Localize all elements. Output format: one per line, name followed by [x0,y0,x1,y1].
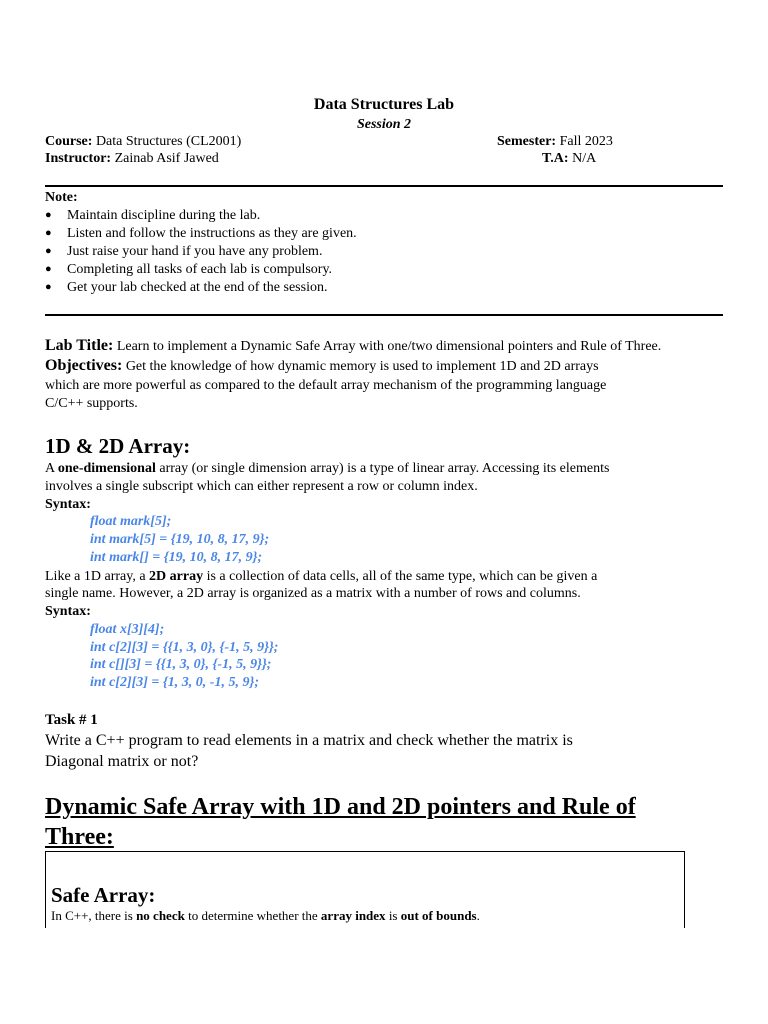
code-line: int mark[5] = {19, 10, 8, 17, 9}; [90,532,270,547]
header-divider [45,185,723,187]
objectives-line-3: C/C++ supports. [45,396,138,411]
code-line: int c[2][3] = {{1, 3, 0}, {-1, 5, 9}}; [90,640,279,655]
course-label: Course: [45,134,93,149]
safe-array-box [45,851,685,928]
array-paragraph-1: A one-dimensional array (or single dimension array) is a type of linear array. Accessing its elements [45,461,610,476]
note-item: ● Maintain discipline during the lab. [45,208,261,223]
objectives-label: Objectives: [45,357,123,374]
note-item: ● Listen and follow the instructions as they are given. [45,226,357,241]
syntax-label: Syntax: [45,497,91,512]
bullet-icon: ● [45,209,52,221]
instructor-value: Zainab Asif Jawed [114,151,219,166]
semester-line [497,133,613,150]
array-paragraph-1-line-2: involves a single subscript which can either represent a row or column index. [45,479,478,494]
ta-value: N/A [572,151,597,166]
ta-label: T.A: [542,151,569,166]
task-label: Task # 1 [45,712,98,728]
session-label: Session 2 [356,117,412,132]
array-paragraph-2-line-2: single name. However, a 2D array is organized as a matrix with a number of rows and columns. [45,586,581,601]
safe-array-text: In C++, there is no check to determine whether the array index is out of bounds. [51,908,480,923]
note-item: ● Get your lab checked at the end of the session. [45,280,328,295]
objectives-line-2: which are more powerful as compared to the default array mechanism of the programming language [45,378,607,393]
bullet-icon: ● [45,227,52,239]
ta-line [542,150,596,167]
bullet-icon: ● [45,263,52,275]
task-text-line-2: Diagonal matrix or not? [45,753,199,770]
safe-array-heading: Safe Array: [51,883,156,907]
code-line: int c[2][3] = {1, 3, 0, -1, 5, 9}; [90,675,259,690]
doc-title: Data Structures Lab [313,96,455,113]
course-line [45,133,241,150]
semester-label: Semester: [497,134,557,149]
code-line: float x[3][4]; [90,622,165,637]
code-line: float mark[5]; [90,514,172,529]
note-divider [45,314,723,316]
code-line: int mark[] = {19, 10, 8, 17, 9}; [90,550,263,565]
note-item: ● Completing all tasks of each lab is compulsory. [45,262,333,277]
note-item: ● Just raise your hand if you have any problem. [45,244,323,259]
bullet-icon: ● [45,281,52,293]
task-text-line-1: Write a C++ program to read elements in a matrix and check whether the matrix is [45,732,573,749]
objectives-line [45,357,599,376]
lab-title-line [45,337,661,356]
bullet-icon: ● [45,245,52,257]
array-heading: 1D & 2D Array: [45,434,191,458]
dynamic-heading-line-2: Three: [45,824,114,850]
course-value: Data Structures (CL2001) [95,134,242,149]
objectives-text: Get the knowledge of how dynamic memory is used to implement 1D and 2D arrays [125,359,599,374]
lab-title-label: Lab Title: [45,337,114,354]
instructor-label: Instructor: [45,151,112,166]
instructor-line [45,150,219,167]
dynamic-heading-line-1: Dynamic Safe Array with 1D and 2D pointers and Rule of [45,794,636,820]
array-paragraph-2: Like a 1D array, a 2D array is a collection of data cells, all of the same type, which can be given a [45,569,598,584]
lab-title-text: Learn to implement a Dynamic Safe Array with one/two dimensional pointers and Rule of Three. [116,339,662,354]
semester-value: Fall 2023 [559,134,613,149]
syntax-label: Syntax: [45,604,91,619]
note-label: Note: [45,190,78,205]
code-line: int c[][3] = {{1, 3, 0}, {-1, 5, 9}}; [90,657,272,672]
